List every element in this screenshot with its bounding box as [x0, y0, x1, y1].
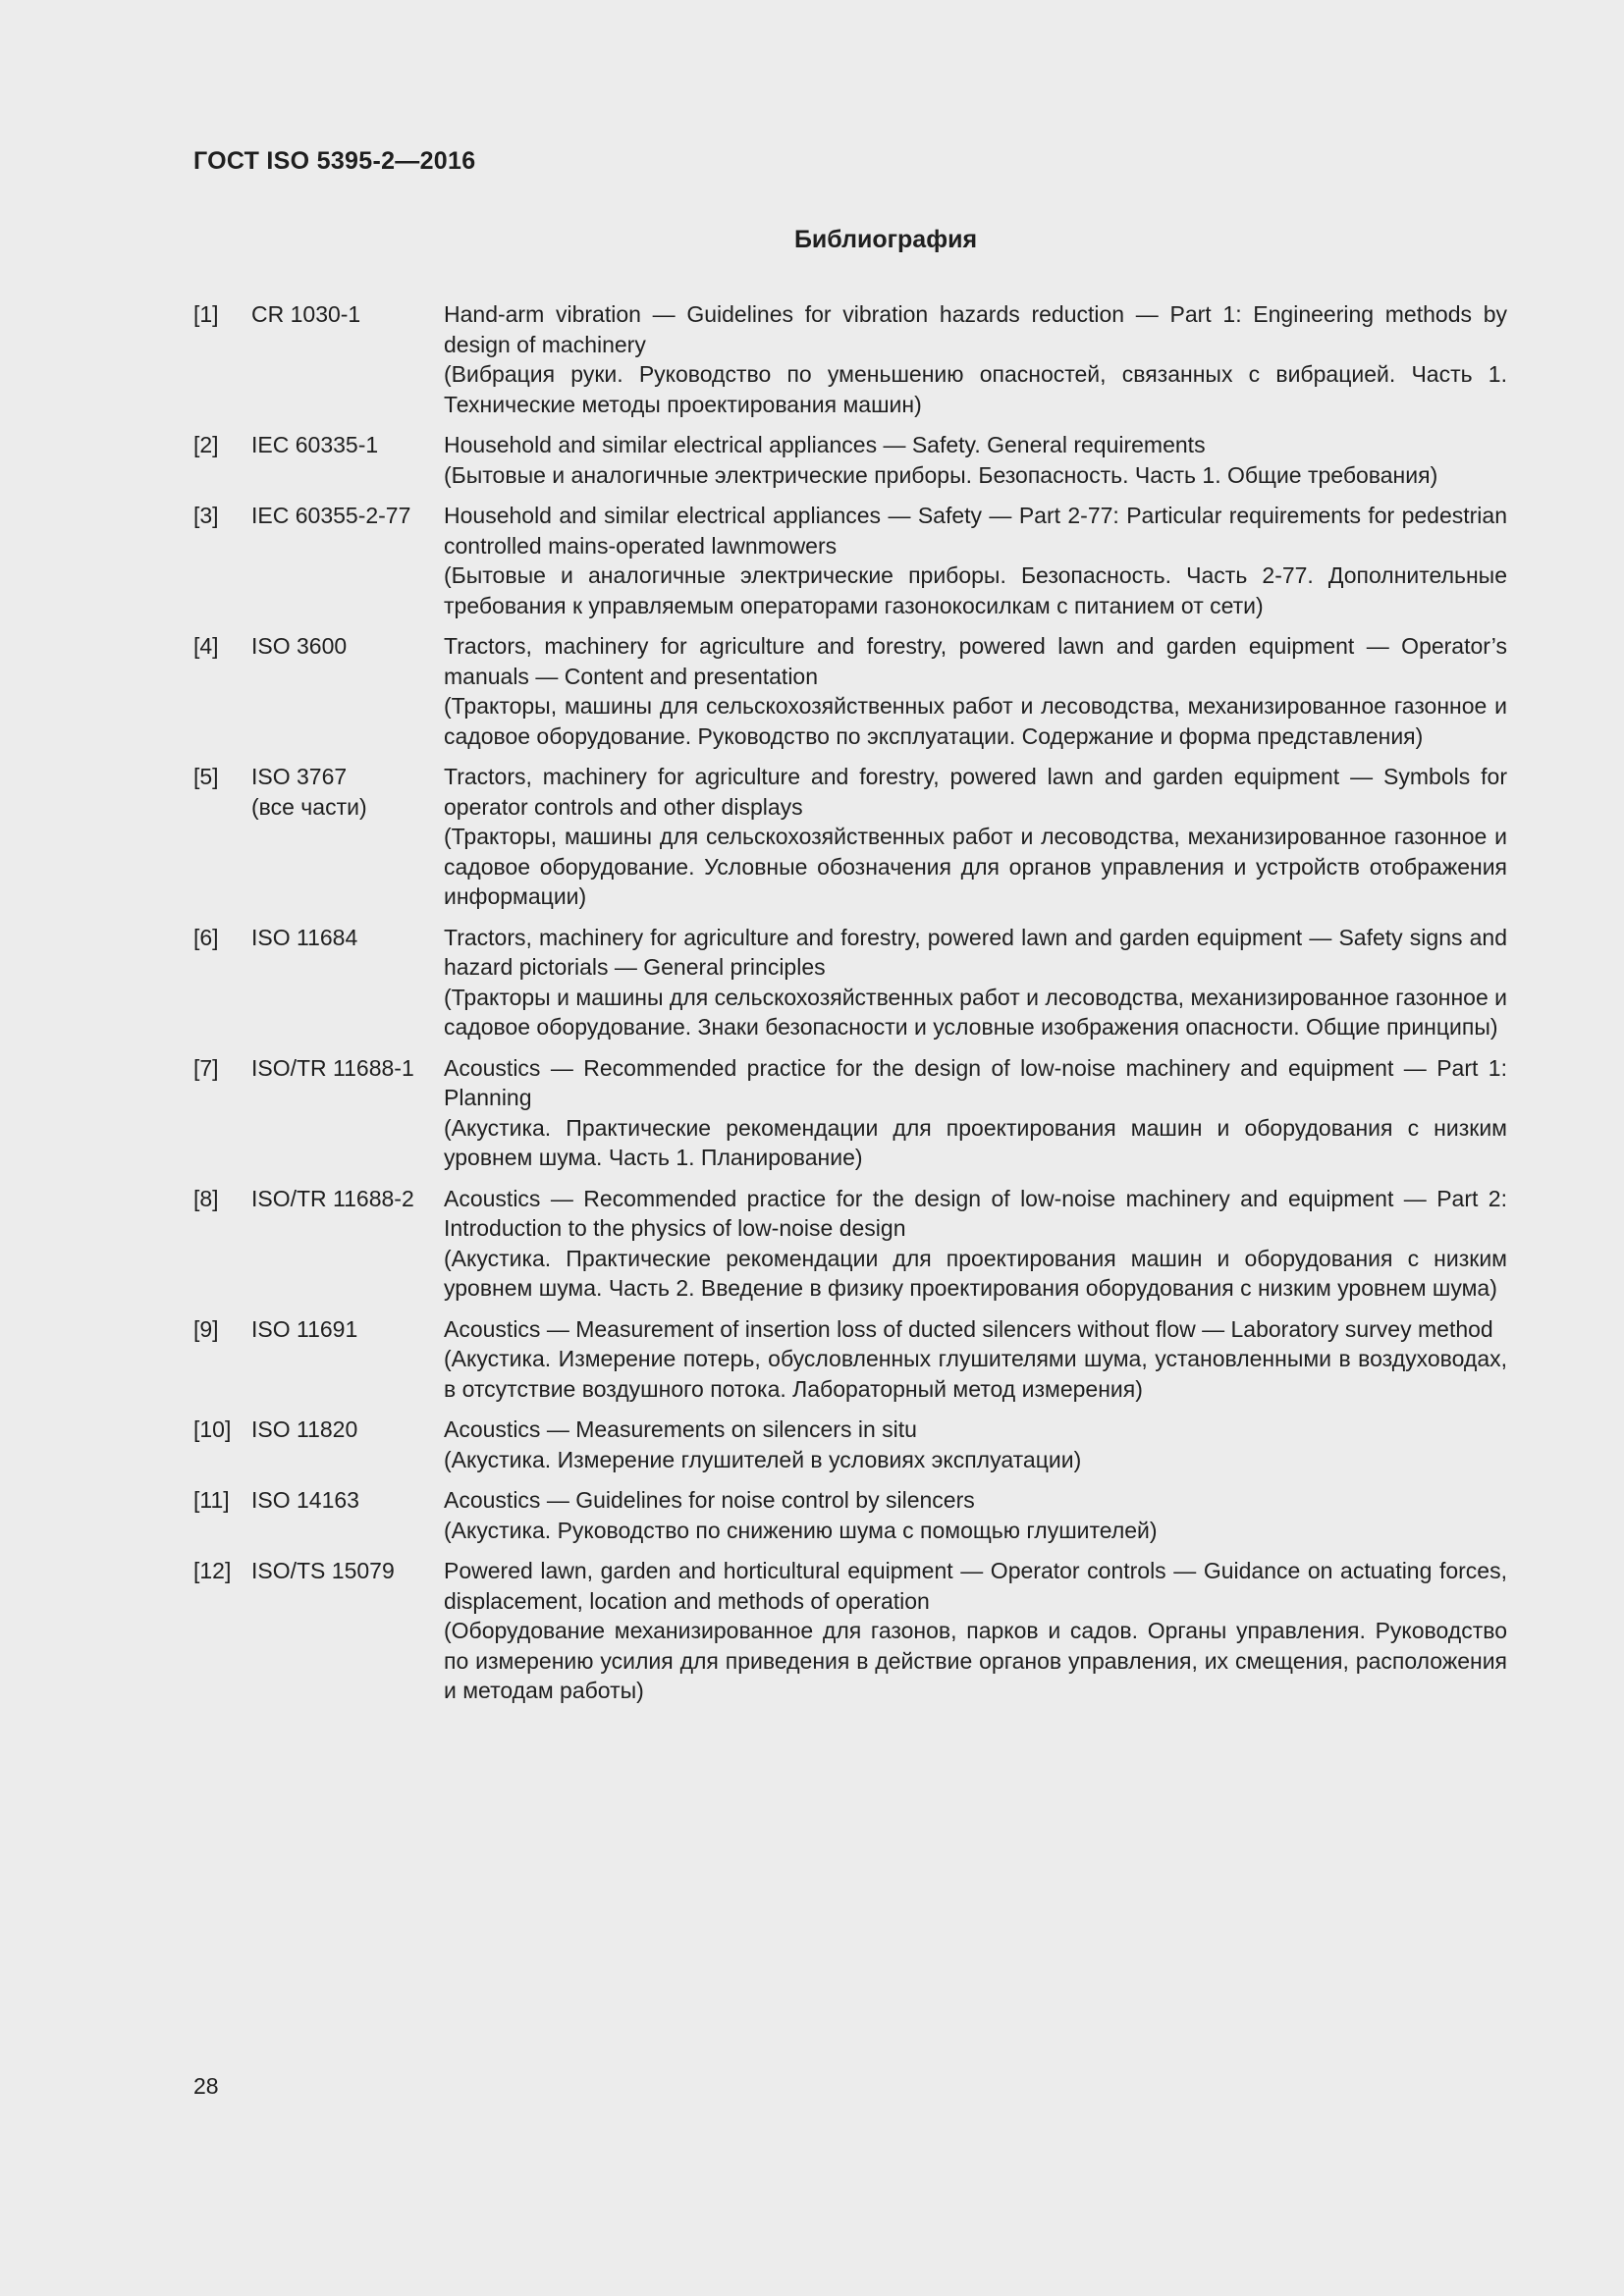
- entry-number: [11]: [193, 1487, 230, 1513]
- entry-number: [4]: [193, 633, 219, 659]
- entry-code-cell: [251, 631, 444, 751]
- entry-code-cell: [251, 1485, 444, 1545]
- bibliography-entry: [193, 1314, 1507, 1405]
- page-number: 28: [193, 2073, 219, 2099]
- entry-title-en: Tractors, machinery for agriculture and forestry, powered lawn and garden equipment — Operator’s manuals — Content and presentation: [444, 633, 1507, 689]
- entry-title-en: Acoustics — Guidelines for noise control by silencers: [444, 1487, 975, 1513]
- entry-number: [8]: [193, 1185, 219, 1211]
- entry-code: ISO/TR 11688-2: [251, 1185, 414, 1211]
- entry-code: ISO 3600: [251, 633, 348, 659]
- bibliography-entry: [193, 430, 1507, 490]
- entry-code: IEC 60355-2-77: [251, 503, 411, 528]
- entry-number: [2]: [193, 432, 219, 457]
- entry-title-en: Acoustics — Measurements on silencers in situ: [444, 1416, 917, 1442]
- bibliography-entry: [193, 1556, 1507, 1706]
- entry-description: [444, 1556, 1507, 1706]
- entry-title-ru: (Оборудование механизированное для газонов, парков и садов. Органы управления. Руководство по измерению усилия для приведения в действие органов управления, их смещения, расположения и методам работы): [444, 1618, 1507, 1703]
- entry-code: ISO 11820: [251, 1416, 358, 1442]
- entry-title-ru: (Акустика. Измерение глушителей в условиях эксплуатации): [444, 1446, 1082, 1472]
- entry-number: [12]: [193, 1558, 232, 1583]
- entry-code-cell: [251, 1184, 444, 1304]
- entry-title-en: Acoustics — Recommended practice for the design of low-noise machinery and equipment — Part 2: Introduction to the physics of low-noise design: [444, 1185, 1507, 1241]
- bibliography-entry: [193, 1053, 1507, 1173]
- entry-title-ru: (Бытовые и аналогичные электрические приборы. Безопасность. Часть 2-77. Дополнительные требования к управляемым операторами газонокосилкам с питанием от сети): [444, 562, 1507, 618]
- entry-number: [10]: [193, 1416, 232, 1442]
- entry-description: [444, 1415, 1507, 1474]
- entry-code-note: (все части): [251, 793, 367, 820]
- entry-title-ru: (Тракторы, машины для сельскохозяйственных работ и лесоводства, механизированное газонное и садовое оборудование. Условные обозначения для органов управления и устройств отображения информации): [444, 824, 1507, 909]
- bibliography-entry: [193, 1415, 1507, 1474]
- bibliography-entry: [193, 631, 1507, 751]
- entry-title-en: Tractors, machinery for agriculture and forestry, powered lawn and garden equipment — Symbols for operator controls and other displays: [444, 764, 1507, 820]
- entry-title-en: Tractors, machinery for agriculture and forestry, powered lawn and garden equipment — Safety signs and hazard pictorials — General principles: [444, 924, 1507, 980]
- bibliography-entry: [193, 1485, 1507, 1545]
- entry-title-ru: (Акустика. Руководство по снижению шума с помощью глушителей): [444, 1517, 1158, 1543]
- entry-code-cell: [251, 1556, 444, 1706]
- entry-title-ru: (Тракторы, машины для сельскохозяйственных работ и лесоводства, механизированное газонное и садовое оборудование. Руководство по эксплуатации. Содержание и форма представления): [444, 693, 1507, 749]
- bibliography-list: [193, 299, 1507, 1717]
- entry-code: CR 1030-1: [251, 301, 361, 327]
- bibliography-entry: [193, 1184, 1507, 1304]
- entry-description: [444, 1485, 1507, 1545]
- entry-title-en: Acoustics — Recommended practice for the design of low-noise machinery and equipment — Part 1: Planning: [444, 1054, 1507, 1110]
- entry-title-ru: (Акустика. Практические рекомендации для проектирования машин и оборудования с низким уровнем шума. Часть 1. Планирование): [444, 1114, 1507, 1170]
- entry-code: ISO 11684: [251, 924, 358, 950]
- entry-code-cell: [251, 430, 444, 490]
- entry-number: [9]: [193, 1315, 219, 1342]
- entry-code-cell: [251, 1314, 444, 1405]
- entry-code-cell: [251, 1053, 444, 1173]
- entry-title-en: Powered lawn, garden and horticultural equipment — Operator controls — Guidance on actuating forces, displacement, location and methods of operation: [444, 1558, 1507, 1614]
- entry-code: ISO/TS 15079: [251, 1558, 395, 1583]
- entry-code: ISO 11691: [251, 1315, 358, 1342]
- entry-description: [444, 631, 1507, 751]
- entry-number: [7]: [193, 1054, 219, 1081]
- entry-description: [444, 299, 1507, 419]
- entry-number: [6]: [193, 924, 219, 950]
- entry-number: [3]: [193, 503, 219, 528]
- entry-title-ru: (Тракторы и машины для сельскохозяйственных работ и лесоводства, механизированное газонное и садовое оборудование. Знаки безопасности и условные изображения опасности. Общие принципы): [444, 984, 1507, 1040]
- entry-title-ru: (Вибрация руки. Руководство по уменьшению опасностей, связанных с вибрацией. Часть 1. Технические методы проектирования машин): [444, 361, 1507, 417]
- entry-code: ISO 3767: [251, 764, 348, 789]
- bibliography-entry: [193, 501, 1507, 620]
- entry-description: [444, 1314, 1507, 1405]
- bibliography-entry: [193, 923, 1507, 1042]
- entry-code: ISO/TR 11688-1: [251, 1054, 414, 1081]
- entry-title-en: Hand-arm vibration — Guidelines for vibration hazards reduction — Part 1: Engineering methods by design of machinery: [444, 301, 1507, 357]
- standard-header: ГОСТ ISO 5395-2—2016: [193, 147, 476, 175]
- entry-description: [444, 923, 1507, 1042]
- bibliography-entry: [193, 299, 1507, 419]
- entry-code-cell: [251, 299, 444, 419]
- entry-code: ISO 14163: [251, 1487, 359, 1513]
- entry-code-cell: [251, 762, 444, 912]
- entry-description: [444, 1053, 1507, 1173]
- entry-number: [1]: [193, 301, 219, 327]
- entry-title-ru: (Акустика. Измерение потерь, обусловленных глушителями шума, установленными в воздуховодах, в отсутствие воздушного потока. Лабораторный метод измерения): [444, 1346, 1507, 1402]
- entry-description: [444, 1184, 1507, 1304]
- entry-title-ru: (Акустика. Практические рекомендации для проектирования машин и оборудования с низким уровнем шума. Часть 2. Введение в физику проектирования оборудования с низким уровнем шума): [444, 1245, 1507, 1301]
- entry-description: [444, 501, 1507, 620]
- entry-description: [444, 430, 1507, 490]
- section-title: Библиография: [793, 226, 978, 253]
- entry-number: [5]: [193, 764, 219, 789]
- entry-description: [444, 762, 1507, 912]
- entry-title-en: Household and similar electrical appliances — Safety. General requirements: [444, 432, 1206, 457]
- entry-title-en: Acoustics — Measurement of insertion loss of ducted silencers without flow — Laboratory survey method: [444, 1315, 1493, 1342]
- entry-code: IEC 60335-1: [251, 432, 379, 457]
- entry-title-en: Household and similar electrical appliances — Safety — Part 2-77: Particular requirements for pedestrian controlled mains-operated lawnmowers: [444, 503, 1507, 559]
- entry-code-cell: [251, 501, 444, 620]
- entry-code-cell: [251, 1415, 444, 1474]
- entry-title-ru: (Бытовые и аналогичные электрические приборы. Безопасность. Часть 1. Общие требования): [444, 461, 1438, 488]
- bibliography-entry: [193, 762, 1507, 912]
- entry-code-cell: [251, 923, 444, 1042]
